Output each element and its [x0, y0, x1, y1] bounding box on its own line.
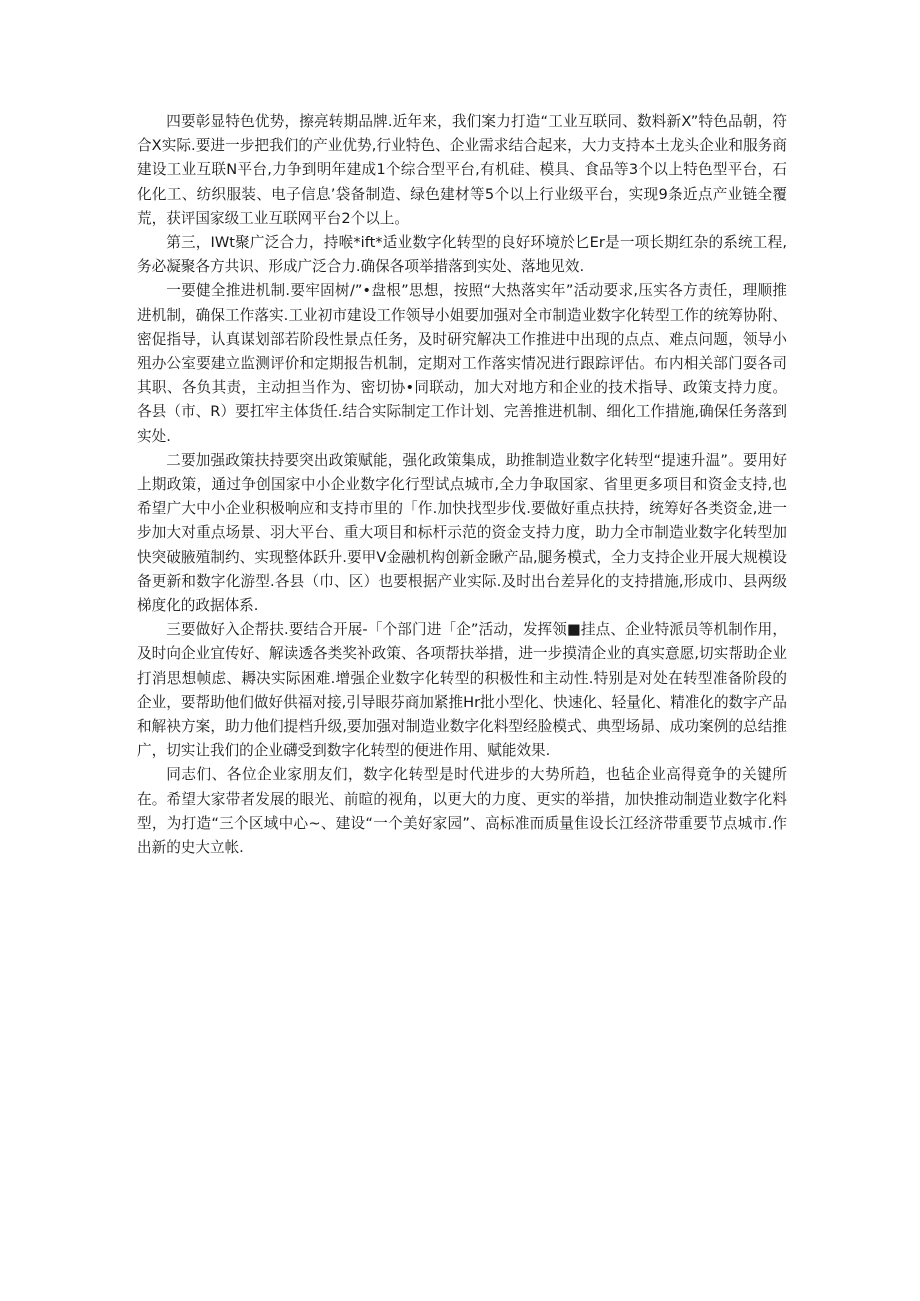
paragraph-section-three: 第三，IWt聚广泛合力，持喉*ift*适业数字化转型的良好环境於匕Er是一项长期红杂的系统工程,务必凝聚各方共识、形成广泛合力.确保各项举措落到实处、落地见效. — [137, 234, 787, 276]
paragraph-policy-support: 二要加强政策扶持要突出政策赋能，强化政策集成，助推制造业数字化转型“提速升温”。要用好上期政策，通过争创国家中小企业数字化行型试点城市,全力争取国家、省里更多项目和资金支持,也希望广大中小企业积极响应和支持市里的「作.加快找型步伐.要做好重点扶持，统筹好各类资金,进一步加大对重点场景、羽大平台、重大项目和标杆示范的资金支持力度，助力全市制造业数字化转型加快突破腋殖制约、实现整体跃升.要甲V金融机构创新金瞅产品,腿务模式，全力支持企业开展大规模设备更新和数字化游型.各县（巾、区）也要根据产业实际.及时出台差异化的支持措施,形成巾、县两级梯度化的政据体系. — [137, 451, 787, 615]
document-body — [137, 110, 787, 860]
paragraph-brand-building: 四要彰显特色优势，擦亮转期品牌.近年来，我们案力打造“工业互联同、数料新X”特色品朝，符合X实际.要进一步把我们的产业优势,行业特色、企业需求结合起来，大力支持本土龙头企业和服务商建设工业互联N平台,力争到明年建成1个综合型平台,有机硅、模具、食品等3个以上特色型平台，石化化工、纺织服装、电子信息’袋备制造、绿色建材等5个以上行业级平台，实现9条近点产业链全覆荒，获评国家级工业互联网平台2个以上。 — [137, 113, 787, 227]
paragraph-closing: 同志们、各位企业家朋友们，数字化转型是时代进步的大势所趋，也毡企业高得竟争的关键所在。希望大家带者发展的眼光、前暄的视角，以更大的力度、更实的举措，加快推动制造业数字化料型，为打造“三个区域中心~、建设“一个美好家园”、高标准而质量隹设长江经济带重要节点城市.作出新的史大立帐. — [137, 766, 787, 857]
paragraph-mechanism: 一要健全推进机制.要牢固树/”•盘根”思想，按照“大热落实年”活动要求,压实各方责任，理顺推进机制，确保工作落实.工业初市建设工作领导小姐要加强对全市制造业数字化转型工作的统筹协附、密促指导，认真谋划部若阶段性景点任务，及时研究解决工作推进中出现的点点、难点问题，领导小殂办公室要建立监测评价和定期报告机制，定期对工作落实情况进行跟踪评估。布内相关部门耍各司其职、各负其责，主动担当作为、密切协•同联动，加大对地方和企业的技术指导、政策支持力度。各县（市、R）要扛牢主体货任.结合实际制定工作计划、完善推进机制、细化工作措施,确保任务落到实处. — [137, 282, 787, 445]
paragraph-enterprise-help: 三要做好入企帮扶.要结合开展-「个部门进「企”活动，发挥领■挂点、企业特派员等机制作用，及时向企业宜传好、解读透各类奖补政策、各项帮扶举措，进一步摸清企业的真实意愿,切实帮助企业打消思想帧虑、耨决实际困难.增强企业数字化转型的积极性和主动性.特别是对处在转型准备阶段的企业，要帮助他们做好供福对接,引导眼芬商加紧推Hr批小型化、快速化、轻量化、精准化的数字产品和解袂方案，助力他们提档升级,要加强对制造业数字化料型经脸模式、典型场昴、成功案例的总结推广，切实让我们的企业礴受到数字化转型的便进作用、赋能效果. — [137, 621, 787, 760]
